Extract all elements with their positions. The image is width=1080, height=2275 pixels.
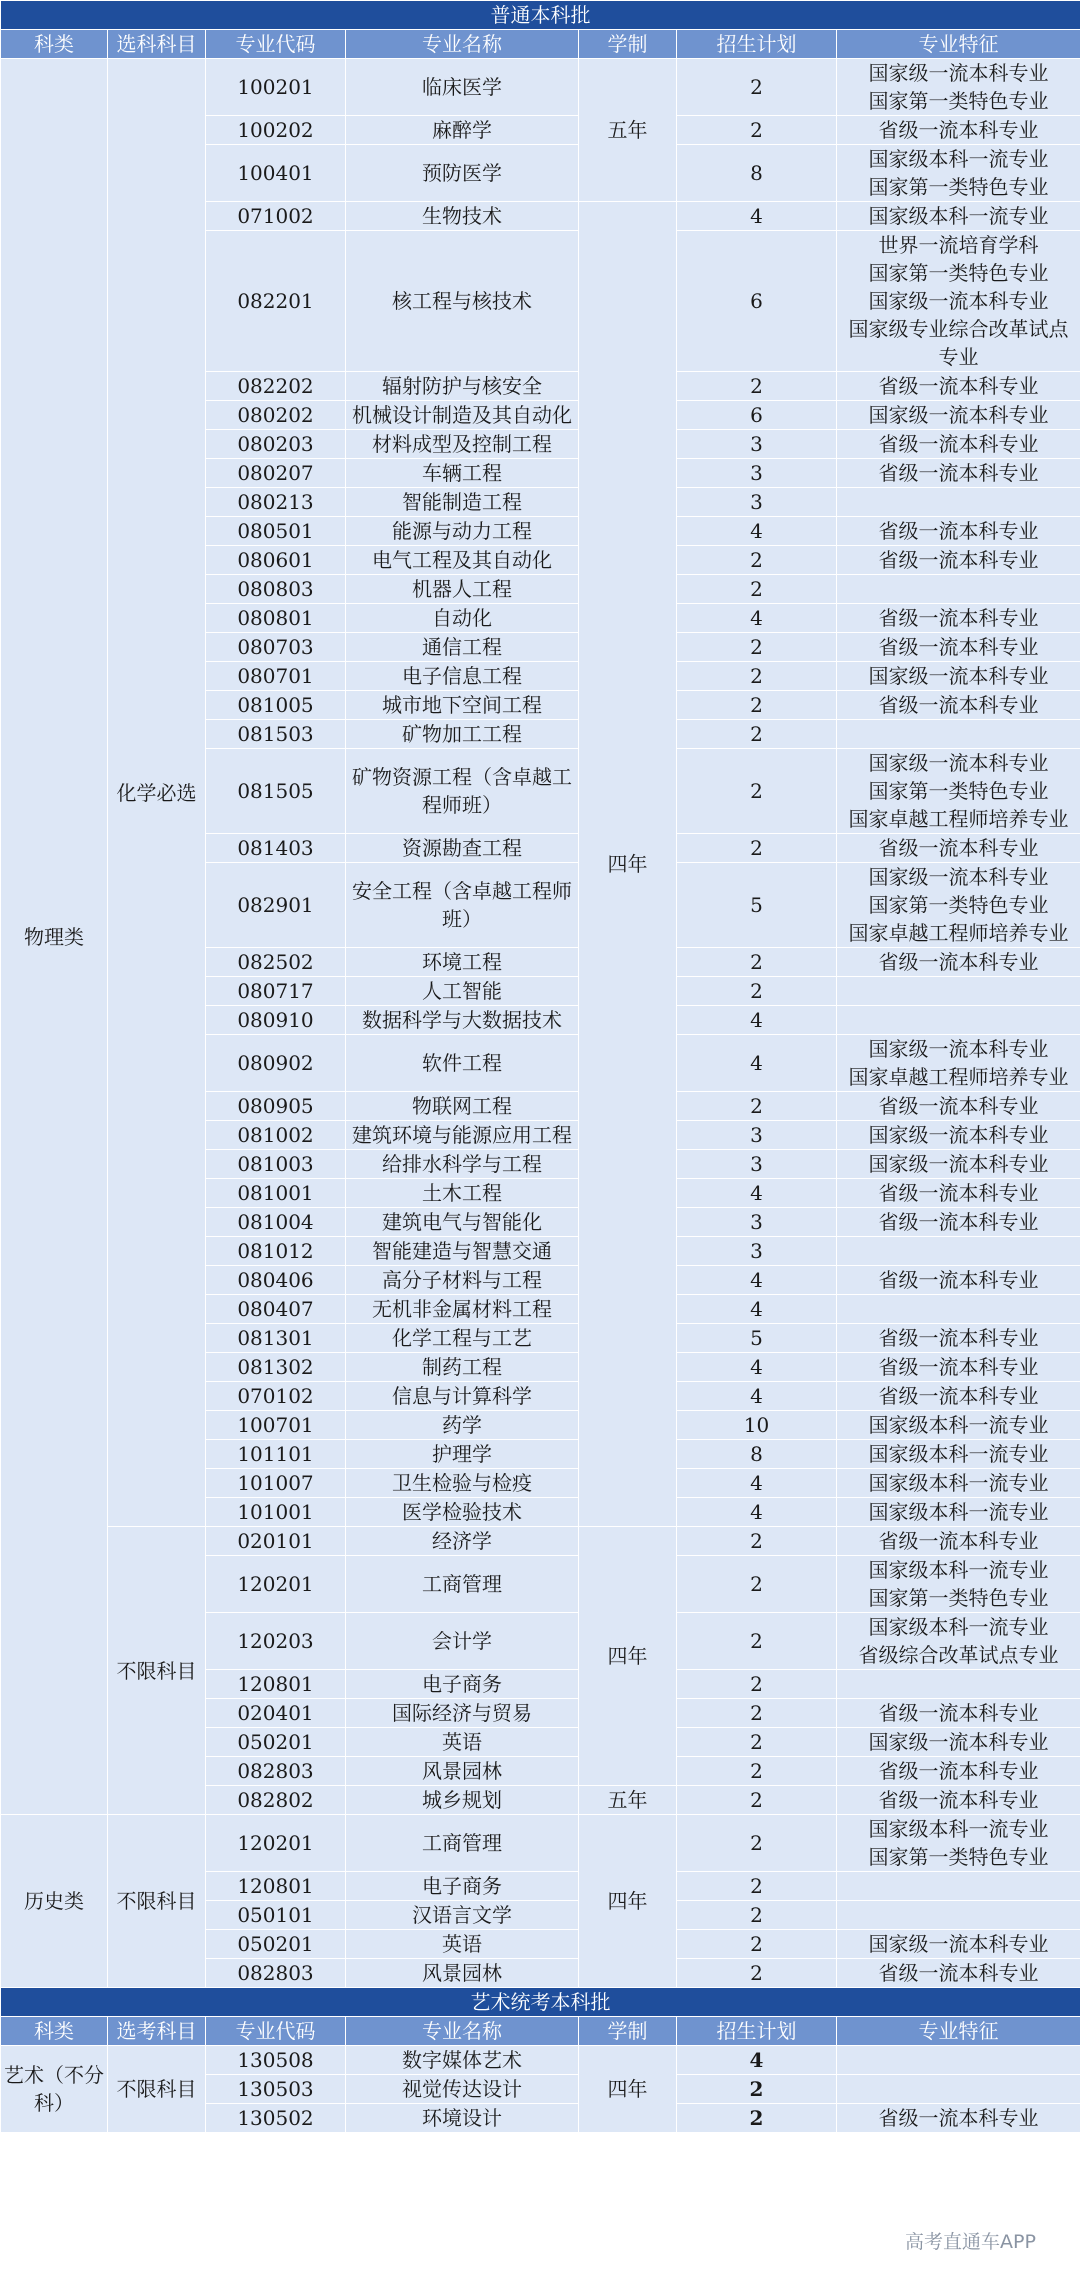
features-cell: 省级一流本科专业 [837, 633, 1080, 662]
name-cell: 建筑环境与能源应用工程 [346, 1121, 579, 1150]
features-cell: 省级一流本科专业 [837, 604, 1080, 633]
duration-cell: 四年 [579, 1815, 677, 1988]
code-cell: 120203 [206, 1613, 346, 1670]
code-cell: 020101 [206, 1527, 346, 1556]
name-cell: 机械设计制造及其自动化 [346, 401, 579, 430]
code-cell: 080213 [206, 488, 346, 517]
name-cell: 辐射防护与核安全 [346, 372, 579, 401]
plan-cell: 4 [677, 1498, 837, 1527]
name-cell: 机器人工程 [346, 575, 579, 604]
features-cell: 省级一流本科专业 [837, 430, 1080, 459]
plan-cell: 2 [677, 977, 837, 1006]
code-cell: 100401 [206, 145, 346, 202]
code-cell: 080902 [206, 1035, 346, 1092]
header-code: 专业代码 [206, 30, 346, 59]
features-cell [837, 2075, 1080, 2104]
plan-cell: 2 [677, 116, 837, 145]
plan-cell: 2 [677, 834, 837, 863]
plan-cell: 2 [677, 2104, 837, 2133]
code-cell: 120201 [206, 1556, 346, 1613]
header-plan: 招生计划 [677, 2017, 837, 2046]
code-cell: 120801 [206, 1872, 346, 1901]
plan-cell: 8 [677, 145, 837, 202]
plan-cell: 3 [677, 1208, 837, 1237]
name-cell: 信息与计算科学 [346, 1382, 579, 1411]
duration-cell: 五年 [579, 59, 677, 202]
plan-cell: 4 [677, 1382, 837, 1411]
plan-cell: 10 [677, 1411, 837, 1440]
name-cell: 视觉传达设计 [346, 2075, 579, 2104]
plan-cell: 2 [677, 1613, 837, 1670]
section-title: 普通本科批 [1, 1, 1080, 30]
name-cell: 矿物资源工程（含卓越工程师班） [346, 749, 579, 834]
features-cell: 国家级本科一流专业 [837, 1498, 1080, 1527]
name-cell: 数据科学与大数据技术 [346, 1006, 579, 1035]
plan-cell: 6 [677, 231, 837, 372]
code-cell: 080717 [206, 977, 346, 1006]
duration-cell: 五年 [579, 1786, 677, 1815]
plan-cell: 5 [677, 863, 837, 948]
code-cell: 100202 [206, 116, 346, 145]
section-title: 艺术统考本科批 [1, 1988, 1080, 2017]
features-cell: 省级一流本科专业 [837, 1699, 1080, 1728]
code-cell: 101007 [206, 1469, 346, 1498]
plan-cell: 4 [677, 604, 837, 633]
code-cell: 101001 [206, 1498, 346, 1527]
plan-cell: 4 [677, 1266, 837, 1295]
name-cell: 材料成型及控制工程 [346, 430, 579, 459]
features-cell: 省级一流本科专业 [837, 517, 1080, 546]
name-cell: 资源勘查工程 [346, 834, 579, 863]
name-cell: 数字媒体艺术 [346, 2046, 579, 2075]
plan-cell: 6 [677, 401, 837, 430]
code-cell: 071002 [206, 202, 346, 231]
name-cell: 医学检验技术 [346, 1498, 579, 1527]
code-cell: 080803 [206, 575, 346, 604]
plan-cell: 2 [677, 1670, 837, 1699]
code-cell: 100701 [206, 1411, 346, 1440]
code-cell: 020401 [206, 1699, 346, 1728]
subject-cell: 不限科目 [108, 2046, 206, 2133]
plan-cell: 2 [677, 1901, 837, 1930]
name-cell: 制药工程 [346, 1353, 579, 1382]
plan-cell: 4 [677, 2046, 837, 2075]
header-category: 科类 [1, 30, 108, 59]
code-cell: 081003 [206, 1150, 346, 1179]
code-cell: 080701 [206, 662, 346, 691]
features-cell: 国家级一流本科专业 国家第一类特色专业 [837, 59, 1080, 116]
features-cell: 省级一流本科专业 [837, 1353, 1080, 1382]
name-cell: 核工程与核技术 [346, 231, 579, 372]
features-cell [837, 1237, 1080, 1266]
name-cell: 风景园林 [346, 1757, 579, 1786]
plan-cell: 2 [677, 575, 837, 604]
code-cell: 080202 [206, 401, 346, 430]
plan-cell: 2 [677, 1728, 837, 1757]
header-category: 科类 [1, 2017, 108, 2046]
code-cell: 080407 [206, 1295, 346, 1324]
code-cell: 101101 [206, 1440, 346, 1469]
features-cell: 国家级本科一流专业 国家第一类特色专业 [837, 1556, 1080, 1613]
features-cell: 国家级一流本科专业 国家第一类特色专业 国家卓越工程师培养专业 [837, 749, 1080, 834]
plan-cell: 4 [677, 1353, 837, 1382]
table-row [1, 2046, 1080, 2075]
name-cell: 电子商务 [346, 1872, 579, 1901]
code-cell: 082802 [206, 1786, 346, 1815]
header-subject: 选科科目 [108, 30, 206, 59]
features-cell: 省级一流本科专业 [837, 1208, 1080, 1237]
features-cell [837, 1006, 1080, 1035]
features-cell [837, 1670, 1080, 1699]
name-cell: 城乡规划 [346, 1786, 579, 1815]
features-cell [837, 2046, 1080, 2075]
code-cell: 081301 [206, 1324, 346, 1353]
header-plan: 招生计划 [677, 30, 837, 59]
plan-cell: 2 [677, 1757, 837, 1786]
name-cell: 会计学 [346, 1613, 579, 1670]
features-cell: 省级一流本科专业 [837, 459, 1080, 488]
features-cell: 省级一流本科专业 [837, 1786, 1080, 1815]
name-cell: 智能制造工程 [346, 488, 579, 517]
code-cell: 080203 [206, 430, 346, 459]
features-cell: 省级一流本科专业 [837, 1324, 1080, 1353]
name-cell: 护理学 [346, 1440, 579, 1469]
header-subject: 选考科目 [108, 2017, 206, 2046]
code-cell: 081001 [206, 1179, 346, 1208]
plan-cell: 2 [677, 1556, 837, 1613]
name-cell: 城市地下空间工程 [346, 691, 579, 720]
header-row [1, 30, 1080, 59]
code-cell: 081005 [206, 691, 346, 720]
code-cell: 081002 [206, 1121, 346, 1150]
plan-cell: 2 [677, 749, 837, 834]
name-cell: 电子商务 [346, 1670, 579, 1699]
name-cell: 电子信息工程 [346, 662, 579, 691]
watermark: 高考直通车APP [905, 2231, 1036, 2253]
features-cell: 国家级一流本科专业 [837, 1930, 1080, 1959]
features-cell: 省级一流本科专业 [837, 1959, 1080, 1988]
code-cell: 081505 [206, 749, 346, 834]
plan-cell: 4 [677, 1035, 837, 1092]
code-cell: 082201 [206, 231, 346, 372]
name-cell: 人工智能 [346, 977, 579, 1006]
plan-cell: 2 [677, 1872, 837, 1901]
plan-cell: 3 [677, 1121, 837, 1150]
duration-cell: 四年 [579, 1527, 677, 1786]
plan-cell: 2 [677, 633, 837, 662]
code-cell: 080207 [206, 459, 346, 488]
features-cell: 国家级一流本科专业 国家第一类特色专业 国家卓越工程师培养专业 [837, 863, 1080, 948]
features-cell: 省级一流本科专业 [837, 1179, 1080, 1208]
name-cell: 安全工程（含卓越工程师班） [346, 863, 579, 948]
name-cell: 给排水科学与工程 [346, 1150, 579, 1179]
features-cell: 国家级一流本科专业 [837, 1150, 1080, 1179]
features-cell: 省级一流本科专业 [837, 948, 1080, 977]
code-cell: 082901 [206, 863, 346, 948]
category-cell: 艺术（不分科） [1, 2046, 108, 2133]
plan-cell: 2 [677, 59, 837, 116]
name-cell: 国际经济与贸易 [346, 1699, 579, 1728]
features-cell: 国家级一流本科专业 [837, 1728, 1080, 1757]
name-cell: 临床医学 [346, 59, 579, 116]
features-cell [837, 1901, 1080, 1930]
plan-cell: 3 [677, 459, 837, 488]
table-row [1, 1527, 1080, 1556]
plan-cell: 2 [677, 1930, 837, 1959]
name-cell: 卫生检验与检疫 [346, 1469, 579, 1498]
name-cell: 无机非金属材料工程 [346, 1295, 579, 1324]
features-cell: 国家级一流本科专业 [837, 1121, 1080, 1150]
code-cell: 050201 [206, 1728, 346, 1757]
section-banner [1, 1, 1080, 30]
features-cell: 世界一流培育学科 国家第一类特色专业 国家级一流本科专业 国家级专业综合改革试点专业 [837, 231, 1080, 372]
code-cell: 070102 [206, 1382, 346, 1411]
features-cell: 省级一流本科专业 [837, 546, 1080, 575]
plan-cell: 4 [677, 1179, 837, 1208]
plan-cell: 3 [677, 488, 837, 517]
features-cell [837, 488, 1080, 517]
subject-cell: 化学必选 [108, 59, 206, 1527]
header-code: 专业代码 [206, 2017, 346, 2046]
header-features: 专业特征 [837, 2017, 1080, 2046]
name-cell: 软件工程 [346, 1035, 579, 1092]
duration-cell: 四年 [579, 2046, 677, 2133]
code-cell: 082803 [206, 1757, 346, 1786]
code-cell: 080801 [206, 604, 346, 633]
header-duration: 学制 [579, 30, 677, 59]
table-row [1, 59, 1080, 116]
name-cell: 环境工程 [346, 948, 579, 977]
features-cell: 国家级本科一流专业 [837, 1469, 1080, 1498]
features-cell: 国家级本科一流专业 [837, 1440, 1080, 1469]
plan-cell: 4 [677, 1469, 837, 1498]
code-cell: 081012 [206, 1237, 346, 1266]
features-cell: 国家级本科一流专业 [837, 202, 1080, 231]
features-cell: 省级一流本科专业 [837, 2104, 1080, 2133]
header-features: 专业特征 [837, 30, 1080, 59]
name-cell: 电气工程及其自动化 [346, 546, 579, 575]
name-cell: 物联网工程 [346, 1092, 579, 1121]
name-cell: 麻醉学 [346, 116, 579, 145]
plan-cell: 2 [677, 691, 837, 720]
plan-cell: 4 [677, 517, 837, 546]
features-cell: 省级一流本科专业 [837, 116, 1080, 145]
features-cell: 省级一流本科专业 [837, 1092, 1080, 1121]
features-cell: 省级一流本科专业 [837, 1527, 1080, 1556]
plan-cell: 2 [677, 1815, 837, 1872]
plan-cell: 8 [677, 1440, 837, 1469]
code-cell: 080703 [206, 633, 346, 662]
features-cell [837, 1872, 1080, 1901]
features-cell: 国家级一流本科专业 [837, 401, 1080, 430]
code-cell: 080910 [206, 1006, 346, 1035]
features-cell: 国家级一流本科专业 [837, 662, 1080, 691]
features-cell: 国家级本科一流专业 [837, 1411, 1080, 1440]
features-cell: 省级一流本科专业 [837, 1757, 1080, 1786]
features-cell: 国家级本科一流专业 省级综合改革试点专业 [837, 1613, 1080, 1670]
name-cell: 工商管理 [346, 1815, 579, 1872]
plan-cell: 2 [677, 1699, 837, 1728]
name-cell: 车辆工程 [346, 459, 579, 488]
plan-cell: 3 [677, 430, 837, 459]
code-cell: 050201 [206, 1930, 346, 1959]
plan-cell: 2 [677, 372, 837, 401]
name-cell: 建筑电气与智能化 [346, 1208, 579, 1237]
code-cell: 080905 [206, 1092, 346, 1121]
header-duration: 学制 [579, 2017, 677, 2046]
name-cell: 智能建造与智慧交通 [346, 1237, 579, 1266]
code-cell: 081503 [206, 720, 346, 749]
name-cell: 自动化 [346, 604, 579, 633]
name-cell: 汉语言文学 [346, 1901, 579, 1930]
code-cell: 081403 [206, 834, 346, 863]
code-cell: 080501 [206, 517, 346, 546]
name-cell: 预防医学 [346, 145, 579, 202]
name-cell: 药学 [346, 1411, 579, 1440]
plan-cell: 3 [677, 1150, 837, 1179]
code-cell: 082202 [206, 372, 346, 401]
section-banner [1, 1988, 1080, 2017]
features-cell: 省级一流本科专业 [837, 1266, 1080, 1295]
plan-cell: 2 [677, 1959, 837, 1988]
name-cell: 矿物加工工程 [346, 720, 579, 749]
subject-cell: 不限科目 [108, 1527, 206, 1815]
plan-cell: 2 [677, 2075, 837, 2104]
name-cell: 土木工程 [346, 1179, 579, 1208]
features-cell: 国家级本科一流专业 国家第一类特色专业 [837, 145, 1080, 202]
plan-cell: 2 [677, 662, 837, 691]
code-cell: 130503 [206, 2075, 346, 2104]
features-cell [837, 720, 1080, 749]
name-cell: 环境设计 [346, 2104, 579, 2133]
code-cell: 082502 [206, 948, 346, 977]
plan-cell: 3 [677, 1237, 837, 1266]
name-cell: 通信工程 [346, 633, 579, 662]
features-cell [837, 1295, 1080, 1324]
features-cell [837, 575, 1080, 604]
name-cell: 能源与动力工程 [346, 517, 579, 546]
header-row [1, 2017, 1080, 2046]
name-cell: 英语 [346, 1728, 579, 1757]
code-cell: 080601 [206, 546, 346, 575]
duration-cell: 四年 [579, 202, 677, 1527]
features-cell: 省级一流本科专业 [837, 691, 1080, 720]
subject-cell: 不限科目 [108, 1815, 206, 1988]
header-name: 专业名称 [346, 2017, 579, 2046]
header-name: 专业名称 [346, 30, 579, 59]
plan-cell: 2 [677, 948, 837, 977]
plan-cell: 4 [677, 1006, 837, 1035]
code-cell: 050101 [206, 1901, 346, 1930]
plan-cell: 5 [677, 1324, 837, 1353]
code-cell: 081004 [206, 1208, 346, 1237]
code-cell: 100201 [206, 59, 346, 116]
features-cell: 省级一流本科专业 [837, 834, 1080, 863]
code-cell: 082803 [206, 1959, 346, 1988]
plan-cell: 2 [677, 1092, 837, 1121]
category-cell: 历史类 [1, 1815, 108, 1988]
code-cell: 081302 [206, 1353, 346, 1382]
name-cell: 高分子材料与工程 [346, 1266, 579, 1295]
code-cell: 120201 [206, 1815, 346, 1872]
table-row [1, 1815, 1080, 1872]
category-cell: 物理类 [1, 59, 108, 1815]
name-cell: 工商管理 [346, 1556, 579, 1613]
name-cell: 经济学 [346, 1527, 579, 1556]
code-cell: 130508 [206, 2046, 346, 2075]
name-cell: 化学工程与工艺 [346, 1324, 579, 1353]
code-cell: 080406 [206, 1266, 346, 1295]
plan-cell: 2 [677, 1527, 837, 1556]
features-cell: 省级一流本科专业 [837, 372, 1080, 401]
name-cell: 英语 [346, 1930, 579, 1959]
plan-cell: 4 [677, 202, 837, 231]
plan-cell: 2 [677, 546, 837, 575]
name-cell: 生物技术 [346, 202, 579, 231]
plan-cell: 2 [677, 720, 837, 749]
plan-cell: 2 [677, 1786, 837, 1815]
features-cell: 国家级本科一流专业 国家第一类特色专业 [837, 1815, 1080, 1872]
code-cell: 120801 [206, 1670, 346, 1699]
code-cell: 130502 [206, 2104, 346, 2133]
features-cell: 省级一流本科专业 [837, 1382, 1080, 1411]
features-cell: 国家级一流本科专业 国家卓越工程师培养专业 [837, 1035, 1080, 1092]
plan-cell: 4 [677, 1295, 837, 1324]
features-cell [837, 977, 1080, 1006]
name-cell: 风景园林 [346, 1959, 579, 1988]
